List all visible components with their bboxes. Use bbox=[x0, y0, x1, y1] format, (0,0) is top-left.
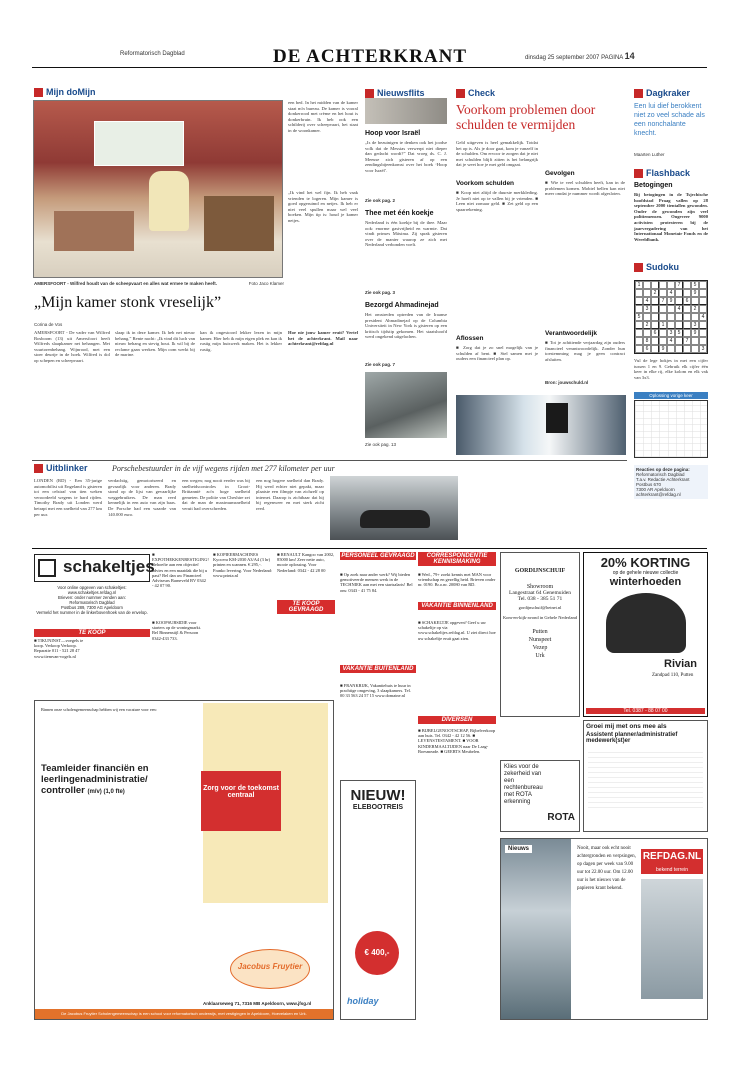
ads-rule bbox=[32, 548, 707, 549]
sudoku-cell: 3 bbox=[699, 345, 707, 353]
photo-caption: AMERSFOORT - Wilfred houdt van de scheepvaart en alles wat ermee te maken heeft. Foto Jaco Klamer bbox=[34, 281, 284, 286]
hat-photo bbox=[606, 593, 686, 653]
page-title: DE ACHTERKRANT bbox=[273, 46, 467, 67]
check-text-4: ■ Tot je achttiende verjaardag zijn ouders financieel verantwoordelijk. Zonder hun toestemming mag je geen contract afsluiten. bbox=[545, 340, 625, 362]
school-address: Anklaarseweg 71, 7316 MB Apeldoorn, www.jfsg.nl bbox=[203, 1001, 312, 1006]
sudoku-cell bbox=[651, 345, 659, 353]
info-line: www.schakeltjes.refdag.nl bbox=[67, 590, 117, 595]
vakantie-binnen-label: VAKANTIE BINNENLAND bbox=[418, 602, 496, 610]
news-text-1: „Is de bezuinigen te denken ook het joodse volk dat de Messias verwerpt niet dieper dan gedacht wordt?” Dat vroeg ds. C. J. Meeuse zich gisteren af op een zendingsbijeenkomst over het boek ‘Hoop voor Israël’. bbox=[365, 140, 447, 173]
refdag-sign: REFDAG.NL bbox=[641, 849, 703, 874]
section-flashback: Flashback bbox=[634, 168, 690, 178]
reaction-line: T.a.v. Redactie Achterkrant bbox=[636, 477, 690, 482]
uitblinker-col-4: een nog hogere snelheid dan Brady. Hij werd echter niet gepakt, maar plaatste een filmpje van zichzelf op internet. Daarop is zichtbaar dat hij bij regenweer en met sterk zicht reed. bbox=[256, 478, 324, 511]
sudoku-cell bbox=[659, 313, 667, 321]
reactions-lines bbox=[636, 472, 706, 497]
sudoku-cell bbox=[667, 321, 675, 329]
section-mijn-domijn: Mijn doMijn bbox=[34, 87, 96, 97]
gordijn-brand: GORDIJNSCHUIF bbox=[514, 568, 566, 574]
sudoku-cell: 4 bbox=[643, 297, 651, 305]
section-marker-icon bbox=[34, 88, 43, 97]
sudoku-cell bbox=[675, 297, 683, 305]
solution-grid bbox=[634, 400, 708, 458]
holiday-logo: holiday bbox=[347, 996, 379, 1006]
sudoku-cell bbox=[699, 337, 707, 345]
te-koop-gevraagd-label: TE KOOP GEVRAAGD bbox=[277, 600, 335, 614]
info-line: Voor online opgeven van schakeltjes: bbox=[57, 585, 127, 590]
sudoku-cell bbox=[635, 345, 643, 353]
uitblinker-col-3: een wegen; nog nooit eerder was bij snelheidscontroles in Groot-Brittannië zo'n hoge snelheid gemeten. De politie van Cheshire zei dat de man de maximumsnelheid veruit had overschreden. bbox=[182, 478, 250, 511]
town-name: Putten bbox=[532, 629, 548, 635]
sudoku-cell bbox=[635, 337, 643, 345]
sudoku-cell: 1 bbox=[659, 321, 667, 329]
section-marker-icon bbox=[634, 169, 643, 178]
atm-photo bbox=[456, 395, 626, 455]
boy-figure bbox=[149, 171, 189, 231]
sudoku-cell bbox=[675, 313, 683, 321]
sudoku-cell bbox=[675, 337, 683, 345]
check-headline: Voorkom problemen door schulden te vermijden bbox=[456, 102, 596, 132]
sudoku-cell bbox=[659, 305, 667, 313]
section-nieuwsflits: Nieuwsflits bbox=[365, 88, 425, 98]
reaction-line: 7300 AR Apeldoorn bbox=[636, 487, 675, 492]
classified-4: ■ RENAULT Kangoo van 2002, 85000 km! Zeer nette auto, mooie oplossing. Voor Nederland: 0342 - 42 28 00 bbox=[277, 552, 335, 573]
sudoku-cell bbox=[683, 281, 691, 289]
sudoku-cell bbox=[651, 321, 659, 329]
story-col-1: een bed. In het midden van de kamer staat m'n bureau. De kamer is vooral donkerrood met crème en het hout is donkerbruin. Ik heb ook een schilderij over scheepvaart, het staat in de woonkamer. bbox=[288, 100, 358, 133]
sudoku-cell bbox=[659, 329, 667, 337]
school-logo: Jacobus Fruytier bbox=[230, 949, 310, 989]
sudoku-cell: 3 bbox=[667, 329, 675, 337]
diversen-label: DIVERSEN bbox=[418, 716, 496, 724]
check-text-3: ■ Wie te veel schulden heeft, kan in de problemen komen. Mobiel bellen kan niet meer omdat je nummer wordt afgesloten. bbox=[545, 180, 625, 197]
news-ref-3: Zie ook pag. 7 bbox=[365, 362, 396, 367]
sudoku-cell bbox=[699, 289, 707, 297]
gordijn-showroom: Showroom bbox=[526, 584, 554, 590]
gordijn-hours: Kom-en-kijk-avond in Gehele Nederland bbox=[502, 615, 578, 620]
reaction-line: Reformatorisch Dagblad bbox=[636, 472, 685, 477]
check-sub-1: Voorkom schulden bbox=[456, 180, 515, 187]
sudoku-cell: 9 bbox=[659, 345, 667, 353]
check-text-1: ■ Koop niet altijd de duurste merkkleding. Je hoeft niet op te vallen bij je vrienden. ■ Leen niet zomaar geld. ■ Zet geld op een spaarrekening. bbox=[456, 190, 538, 212]
gordijn-phone: Tel. 038 - 385 51 71 bbox=[517, 596, 563, 602]
news-photo-2 bbox=[365, 372, 447, 438]
sudoku-cell: 4 bbox=[675, 305, 683, 313]
school-tag: Zorg voor de toekomst centraal bbox=[201, 771, 281, 831]
section-marker-icon bbox=[34, 464, 43, 473]
story-col-c: kan ik ongestoord lekker lezen in mijn kamer. Hier heb ik mijn eigen plek en kan ik rustig mijn huiswerk maken. Het is lekker rustig. bbox=[200, 330, 282, 352]
news-ref-1: Zie ook pag. 2 bbox=[365, 198, 396, 203]
gordijn-ad bbox=[500, 552, 580, 717]
sudoku-cell bbox=[635, 321, 643, 329]
check-sub-2: Aflossen bbox=[456, 335, 484, 342]
sudoku-cell: 3 bbox=[691, 321, 699, 329]
gordijn-email: gordijnschuif@hetnet.nl bbox=[518, 605, 562, 610]
personeel-label: PERSONEEL GEVRAAGD bbox=[341, 553, 415, 559]
sudoku-cell bbox=[683, 305, 691, 313]
sudoku-cell bbox=[659, 337, 667, 345]
sudoku-cell bbox=[651, 297, 659, 305]
news-ref-2: Zie ook pag. 3 bbox=[365, 290, 396, 295]
sudoku-cell bbox=[699, 281, 707, 289]
classified-2: ■ EXPOTHEKKENRESTIGING! Behoefte aan een objectief advies en een maatdak die bij u past? Bel dan uw Financieel Adviseurs Barneveld BV 0342 - 42 07 90. bbox=[152, 552, 209, 589]
sudoku-cell: 2 bbox=[691, 305, 699, 313]
check-sub-3: Gevolgen bbox=[545, 170, 575, 177]
header-brand: Reformatorisch Dagblad bbox=[120, 51, 185, 57]
sudoku-cell: 2 bbox=[643, 321, 651, 329]
section-marker-icon bbox=[634, 263, 643, 272]
sudoku-cell: 4 bbox=[699, 313, 707, 321]
school-title: Teamleider financiën en leerlingenadministratie/ controller (m/v) (1,0 fte) bbox=[41, 763, 149, 796]
sudoku-cell: 5 bbox=[675, 329, 683, 337]
news-heading-1: Hoop voor Israël bbox=[365, 130, 421, 137]
reaction-line: Postbus 670 bbox=[636, 482, 662, 487]
header-rule bbox=[32, 67, 707, 68]
section-uitblinker: Uitblinker bbox=[34, 463, 88, 473]
sudoku-cell: 6 bbox=[643, 345, 651, 353]
kennismaking-text: ■ Wed., 79+ zoekt kennis met MAN voor vriendschap en gezellig heid. Brieven onder nr. 0190. Br.o.nr. 20080 van RD. bbox=[418, 572, 496, 588]
vakantie-buiten-text: ■ FRANKRIJK, Vakantiehuis te huur in prachtige omgeving, 3 slaapkamers. Tel. 00 33 563 24 57 15 www.domaine.nl bbox=[340, 683, 411, 699]
sudoku-cell bbox=[635, 329, 643, 337]
nieuws-text: Nooit, maar ook echt nooit achtergronden en verpsingen, op dagen per week van 9.00 uur tot 22.00 uur. Om 12.00 uur is het nieuws van de papieren krant bekend. bbox=[577, 846, 636, 891]
uitblinker-col-1: LONDEN (RD) - Een 35-jarige automobilist uit Engeland is gisteren tot een celstraf van tien weken veroordeeld wegens te hard rijden. Timothy Brady uit Londen werd betrapt met een snelheid van 277 km per uur. bbox=[34, 478, 102, 517]
sudoku-cell: 5 bbox=[635, 313, 643, 321]
info-line: Brieven: onder nummer zenden aan: bbox=[58, 595, 126, 600]
groei-vacancy-ad bbox=[583, 720, 708, 832]
sudoku-cell: 4 bbox=[667, 289, 675, 297]
refdag-ad bbox=[500, 838, 708, 1020]
sudoku-instructions: Vul de lege hokjes in met een cijfer tussen 1 en 9. Gebruik elk cijfer één keer in elke rij, elke kolom en elk vak van 3x3. bbox=[634, 358, 708, 380]
korting-ad bbox=[583, 552, 708, 717]
korting-sub: op de gehele nieuwe collectie bbox=[612, 570, 679, 576]
sudoku-cell bbox=[691, 337, 699, 345]
rota-text: Klies voor de zekerheid van een rechtenbureau met ROTA erkenning bbox=[504, 764, 543, 805]
story-col-b: slaap ik in deze kamer. Ik heb net nieuw behang.” Rente nacht: „Ik vind dit luch van nieuw behang en stevig hout. Ik wil bij de reclame gaan werken. Mijn oom werkt bij de marine. bbox=[115, 330, 195, 358]
sudoku-cell bbox=[699, 329, 707, 337]
check-intro: Geld uitgeven is heel gemakkelijk. Totdat het op is. Als je door gaat, kom je vanzelf in de schulden. Om ervoor te zorgen dat je niet met schulden blijft zitten is het belangrijk dat je weet hoe je met geld omgaat. bbox=[456, 140, 538, 168]
sudoku-cell: 6 bbox=[651, 329, 659, 337]
sudoku-cell bbox=[683, 345, 691, 353]
town-name: Nunspeet bbox=[528, 637, 552, 643]
groei-title: Groei mij met ons mee als bbox=[586, 723, 667, 730]
news-text-3: Het omstreden optreden van de Iraanse president Ahmadinejad op de Columbia Universiteit in New York is gisteren op een kritisch tijdstip gekomen. Het staatshoofd werd ongekend uitgelachen. bbox=[365, 312, 447, 340]
flashback-body: Bij betogingen in de Tsjechische hoofdstad Praag vallen op 28 september 2000 tientallen gewonden. Onder de gewonden zijn veel politiemensen. Ongeveer 9000 activisten protesteren bij de jaarvergadering van het Internationaal Monetair Fonds en de Wereldbank. bbox=[634, 192, 708, 242]
news-ref-4: Zie ook pag. 13 bbox=[365, 442, 397, 447]
vakantie-buiten-label: VAKANTIE BUITENLAND bbox=[340, 665, 416, 673]
rota-logo: ROTA bbox=[547, 812, 575, 823]
section-rule bbox=[32, 460, 627, 461]
price-badge: € 400,- bbox=[355, 931, 399, 975]
sudoku-cell bbox=[635, 289, 643, 297]
classified-5: ■ KOOPSUBSIDIE voor starters op de woningmarkt. Bel Binnenstijl & Persoon 0342-433 733. bbox=[152, 620, 202, 641]
groei-role: Assistent planner/administratief medewerk(st)er bbox=[586, 732, 678, 744]
reactions-box bbox=[634, 465, 708, 499]
sudoku-cell bbox=[699, 297, 707, 305]
sudoku-cell bbox=[675, 289, 683, 297]
section-sudoku: Sudoku bbox=[634, 262, 679, 272]
sudoku-cell: 5 bbox=[691, 281, 699, 289]
window-shape bbox=[94, 121, 184, 166]
reaction-line: achterkrant@refdag.nl bbox=[636, 492, 681, 497]
sudoku-cell: 1 bbox=[635, 281, 643, 289]
sudoku-cell bbox=[667, 345, 675, 353]
sudoku-cell bbox=[683, 329, 691, 337]
shop-name: Rivian bbox=[664, 658, 698, 670]
school-vacancy-ad bbox=[34, 700, 334, 1020]
sudoku-cell: 7 bbox=[659, 297, 667, 305]
school-bottom-bar: De Jacobus Fruytier Scholengemeenschap is een school voor reformatorisch onderwijs, met vestigingen in Apeldoorn, Hoevelaken en Urk. bbox=[35, 1009, 333, 1019]
sudoku-cell: 9 bbox=[667, 297, 675, 305]
sudoku-cell bbox=[683, 289, 691, 297]
schakeltjes-logo bbox=[34, 554, 155, 582]
flashback-title: Betogingen bbox=[634, 182, 673, 189]
sudoku-cell bbox=[643, 289, 651, 297]
sudoku-cell: 9 bbox=[691, 329, 699, 337]
section-marker-icon bbox=[365, 89, 374, 98]
solution-label: Oplossing vorige keer bbox=[634, 392, 708, 399]
info-line: Vermeld het nummer in de linkerbovenhoek van de envelop. bbox=[36, 610, 148, 615]
schakeltjes-info bbox=[34, 585, 150, 615]
sudoku-cell: 4 bbox=[667, 337, 675, 345]
korting-main: winterhoeden bbox=[609, 576, 682, 588]
refdag-photo bbox=[501, 839, 571, 1019]
sudoku-cell bbox=[691, 313, 699, 321]
header-date: dinsdag 25 september 2007 PAGINA 14 bbox=[525, 51, 635, 61]
refdag-sign-photo bbox=[641, 879, 703, 999]
sudoku-cell: 8 bbox=[643, 337, 651, 345]
info-line: Postbus 289, 7300 AG Apeldoorn bbox=[61, 605, 123, 610]
sudoku-cell: 2 bbox=[651, 289, 659, 297]
news-photo bbox=[365, 98, 447, 124]
sudoku-cell bbox=[643, 329, 651, 337]
sudoku-cell bbox=[691, 297, 699, 305]
sudoku-cell bbox=[651, 337, 659, 345]
sudoku-cell bbox=[659, 281, 667, 289]
classified-3: ■ KOPIEERMACHINES Kyocera KM-2030 A3/A4 (3 hr) printen en scannen. € 295,-. Franko levering. Voor Nederland: www.printa.nl bbox=[213, 552, 273, 578]
sudoku-cell bbox=[699, 321, 707, 329]
sudoku-cell bbox=[651, 313, 659, 321]
bedroom-photo bbox=[33, 100, 283, 278]
atm-shape bbox=[546, 403, 568, 433]
sudoku-cell bbox=[667, 313, 675, 321]
story-col-1b: „Ik vind het wel fijn. Ik heb vaak vrienden te logeren. Mijn kamer is goed opgeruimd en netjes. Ik heb er niet veel spullen maar wel veel boeken. Mijn tip is: houd je kamer netjes. bbox=[288, 190, 358, 223]
section-dagkraker: Dagkraker bbox=[634, 88, 690, 98]
te-koop-label: TE KOOP bbox=[34, 629, 150, 637]
info-line: Reformatorisch Dagblad bbox=[69, 600, 115, 605]
town-name: Vezep bbox=[532, 645, 548, 651]
sudoku-cell bbox=[651, 281, 659, 289]
town-name: Urk bbox=[535, 653, 545, 659]
school-intro: Binnen onze scholengemeenschap hebben wij een vacature voor een: bbox=[41, 707, 157, 712]
sudoku-cell bbox=[675, 321, 683, 329]
korting-title: 20% KORTING bbox=[600, 555, 691, 570]
nieuw-sub: ELEBOOTREIS bbox=[352, 804, 404, 811]
shop-address: Zandpad 110, Putten bbox=[652, 673, 694, 678]
sudoku-cell bbox=[659, 289, 667, 297]
refdag-sub: bekend terrein bbox=[656, 867, 688, 873]
diversen-text: ■ BIJBELGENOOTSCHAP, Bijbelverkoop aan huis. Tel. 0342 - 42 12 56. ■ LEVENSTESTAMENT. ■ VOOR KINDERMAALTIJDEN naar De Laag-Boesmeade. ■ GEERTS Meubelen. bbox=[418, 728, 496, 754]
dagkraker-quote: Een lui dief berokkent niet zo veel schade als een nonchalante knecht. bbox=[634, 103, 705, 137]
sudoku-cell: 3 bbox=[643, 305, 651, 313]
sudoku-grid bbox=[634, 280, 708, 354]
vakantie-binnen-text: ■ SCHAKELTJE opgeven? Geef u uw schakeltje op via www.schakeltjes.refdag.nl. U ziet direct hoe uw schakeltje eruit gaat zien. bbox=[418, 620, 496, 641]
nieuws-label: Nieuws bbox=[505, 845, 532, 853]
sudoku-cell bbox=[683, 313, 691, 321]
section-check: Check bbox=[456, 88, 495, 98]
uitblinker-col-2: verdachtig, gemotoriseerd en gevaarlijk voor anderen. Brady stond op de lijst van gevaarlijke weggebruikers. De man reed kennelijk in een auto van zijn baas. De Porsche had een waarde van 140.000 euro. bbox=[108, 478, 176, 517]
nieuw-title: NIEUW! bbox=[350, 787, 406, 804]
groei-body-lines bbox=[588, 748, 703, 808]
dagkraker-author: Maarten Luther bbox=[634, 152, 665, 157]
personeel-text: ■ Op zoek naar ander werk? Wij bieden gemotiveerde mensen werk in de TECHNIEK aan met een startsalaris! Bel ons: 0343 - 41 75 84. bbox=[340, 572, 413, 593]
porsche-photo bbox=[330, 476, 458, 540]
sudoku-cell bbox=[651, 305, 659, 313]
page-number: 14 bbox=[624, 51, 635, 61]
gordijn-towns bbox=[501, 628, 579, 660]
classified-1: ■ TIKUNINST—voegels te koop. Verkoop Verkoop. Reparatie 011 - 521 28 47 www.tiemvan-vogels.nl bbox=[34, 638, 84, 659]
story-byline: Corina de Vos bbox=[34, 322, 63, 327]
story-headline: „Mijn kamer stonk vreselijk” bbox=[34, 294, 222, 311]
sudoku-cell bbox=[667, 305, 675, 313]
news-heading-3: Bezorgd Ahmadinejad bbox=[365, 302, 439, 309]
shop-phone: Tel. 0387 - 88 07 00 bbox=[586, 708, 705, 714]
sudoku-cell bbox=[675, 345, 683, 353]
uitblinker-headline: Porschebestuurder in de vijf wegens rijden met 277 kilometer per uur bbox=[112, 464, 335, 473]
elebootreis-ad bbox=[340, 780, 416, 1020]
sudoku-cell bbox=[691, 345, 699, 353]
gordijn-address: Langestraat 64 Genemuiden bbox=[508, 590, 571, 596]
story-col-a: AMERSFOORT - De vader van Wilfred Bosboom (13) uit Amersfoort heeft Wilfreds slaapkamer net behangen. Met vuurtorenbehang. Wijnrood, met een stoer deurtje in de hoek. Wilfred is dol op schepen en scheepvaart. bbox=[34, 330, 110, 363]
sudoku-cell bbox=[635, 297, 643, 305]
news-heading-2: Thee met één koekje bbox=[365, 210, 434, 217]
schakeltjes-brand: schakeltjes bbox=[63, 557, 155, 576]
sudoku-cell bbox=[643, 281, 651, 289]
news-text-2: Nederland is één koekje bij de thee. Maar ook: enorme gastvrijheid en warmte. Dat vindt prinses Máxima. Zij sprak gisteren over de manier waarop ze zich met Nederland verbonden voelt. bbox=[365, 220, 447, 248]
kennismaking-label: CORRESPONDENTIE KENNISMAKING bbox=[418, 552, 496, 566]
reactions-title: Reacties op deze pagina: bbox=[636, 467, 690, 472]
check-source: Bron: jouwschuld.nl bbox=[545, 380, 589, 385]
rota-ad bbox=[500, 760, 580, 832]
sudoku-cell bbox=[635, 305, 643, 313]
section-marker-icon bbox=[456, 89, 465, 98]
logo-mark-icon bbox=[38, 559, 56, 577]
desk-shape bbox=[204, 196, 274, 251]
sudoku-cell: 6 bbox=[683, 297, 691, 305]
car-shape bbox=[360, 510, 430, 528]
sudoku-cell bbox=[643, 313, 651, 321]
section-marker-icon bbox=[634, 89, 643, 98]
story-closing: Hoe nie jouw kamer eruit? Vertel het de achterkrant. Mail naar achterkrant@refdag.nl bbox=[288, 330, 358, 347]
sudoku-cell bbox=[699, 305, 707, 313]
bed-shape bbox=[54, 211, 134, 251]
check-text-2: ■ Zorg dat je zo snel mogelijk van je schulden af bent. ■ Stel samen met je ouders een financieel plan op. bbox=[456, 345, 538, 362]
check-sub-4: Verantwoordelijk bbox=[545, 330, 598, 337]
sudoku-cell: 7 bbox=[683, 337, 691, 345]
sudoku-cell bbox=[667, 281, 675, 289]
sudoku-cell: 7 bbox=[675, 281, 683, 289]
sudoku-cell: 9 bbox=[691, 289, 699, 297]
sudoku-cell bbox=[683, 321, 691, 329]
